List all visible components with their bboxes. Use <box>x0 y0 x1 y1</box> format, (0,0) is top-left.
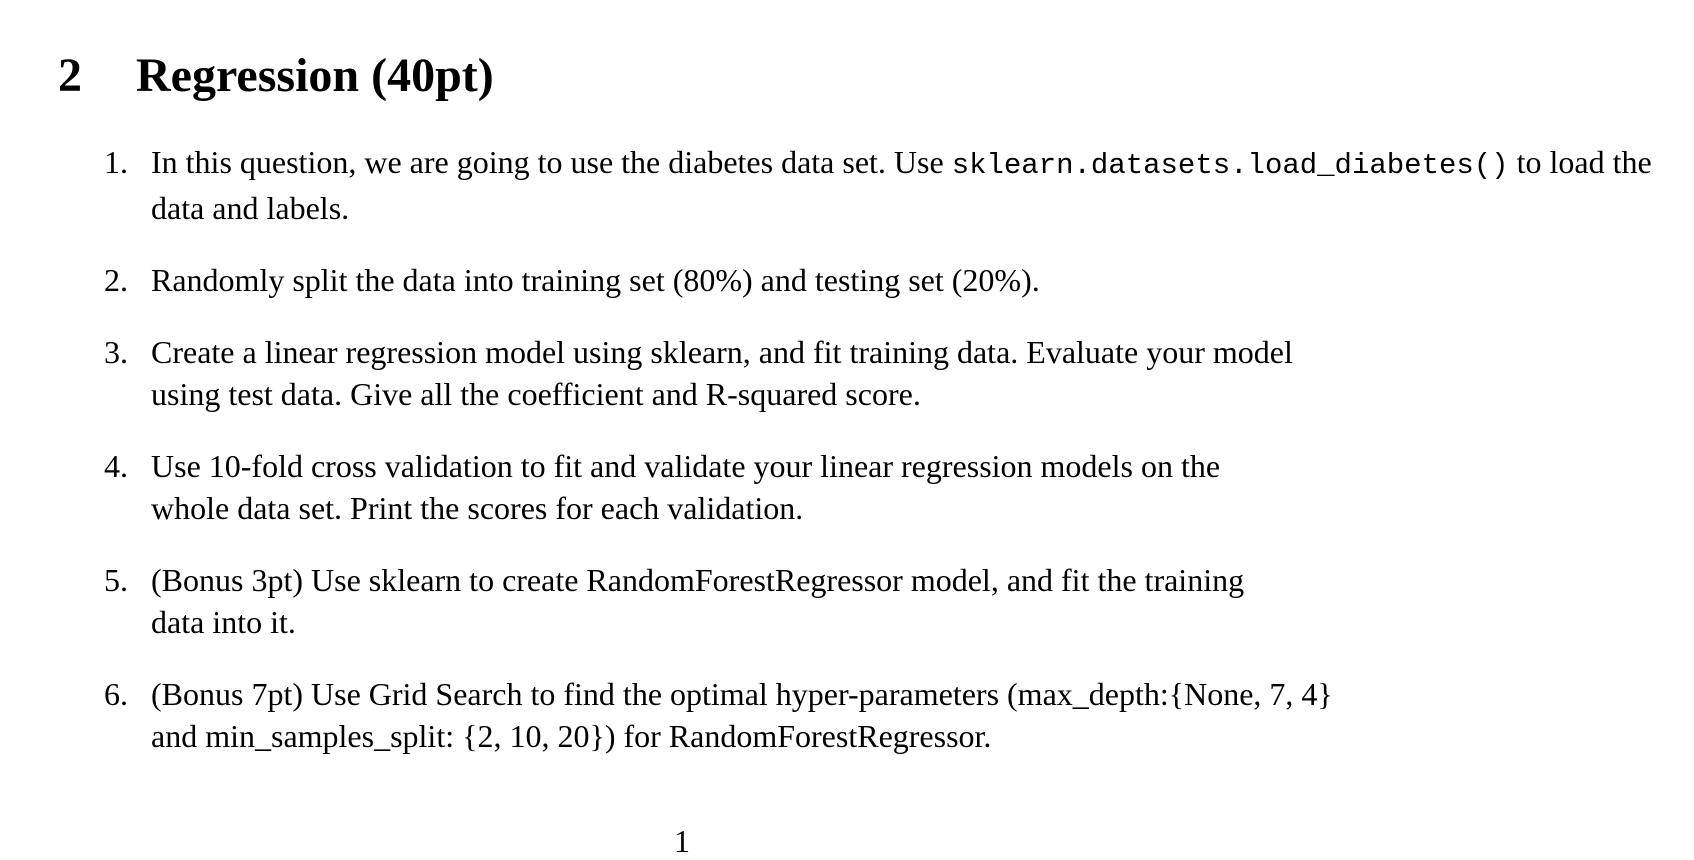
question-text-1 <box>151 141 1671 229</box>
page-number: 1 <box>674 823 690 859</box>
question-text-1-after-code: to load the data and labels. <box>151 144 1652 226</box>
question-number-2: 2. <box>104 262 128 298</box>
question-text-3: Create a linear regression model using sklearn, and fit training data. Evaluate your model using test data. Give all the coefficient and R-squared score. <box>151 334 1293 412</box>
question-item-2 <box>104 259 1664 301</box>
question-text-4: Use 10-fold cross validation to fit and validate your linear regression models on the whole data set. Print the scores for each validation. <box>151 448 1221 526</box>
code-snippet-load-diabetes: sklearn.datasets.load_diabetes() <box>951 149 1509 182</box>
question-item-3 <box>104 331 1664 415</box>
question-number-3: 3. <box>104 334 128 370</box>
question-item-5 <box>104 559 1664 643</box>
section-title: Regression (40pt) <box>136 49 494 102</box>
question-number-6: 6. <box>104 676 128 712</box>
question-item-6 <box>104 673 1664 757</box>
question-number-4: 4. <box>104 448 128 484</box>
question-number-1: 1. <box>104 144 128 180</box>
question-text-6: (Bonus 7pt) Use Grid Search to find the optimal hyper-parameters (max_depth:{None, 7, 4} and min_samples_split: {2, 10, 20}) for RandomForestRegressor. <box>151 676 1333 754</box>
section-number: 2 <box>58 49 82 102</box>
question-text-5: (Bonus 3pt) Use sklearn to create RandomForestRegressor model, and fit the training data into it. <box>151 562 1245 640</box>
question-item-1 <box>104 141 1664 229</box>
question-number-5: 5. <box>104 562 128 598</box>
section-heading <box>58 46 494 106</box>
question-item-4 <box>104 445 1664 529</box>
question-list <box>104 141 1664 787</box>
question-text-1-before-code: In this question, we are going to use the diabetes data set. Use <box>151 144 952 180</box>
question-text-2: Randomly split the data into training set (80%) and testing set (20%). <box>151 262 1040 298</box>
